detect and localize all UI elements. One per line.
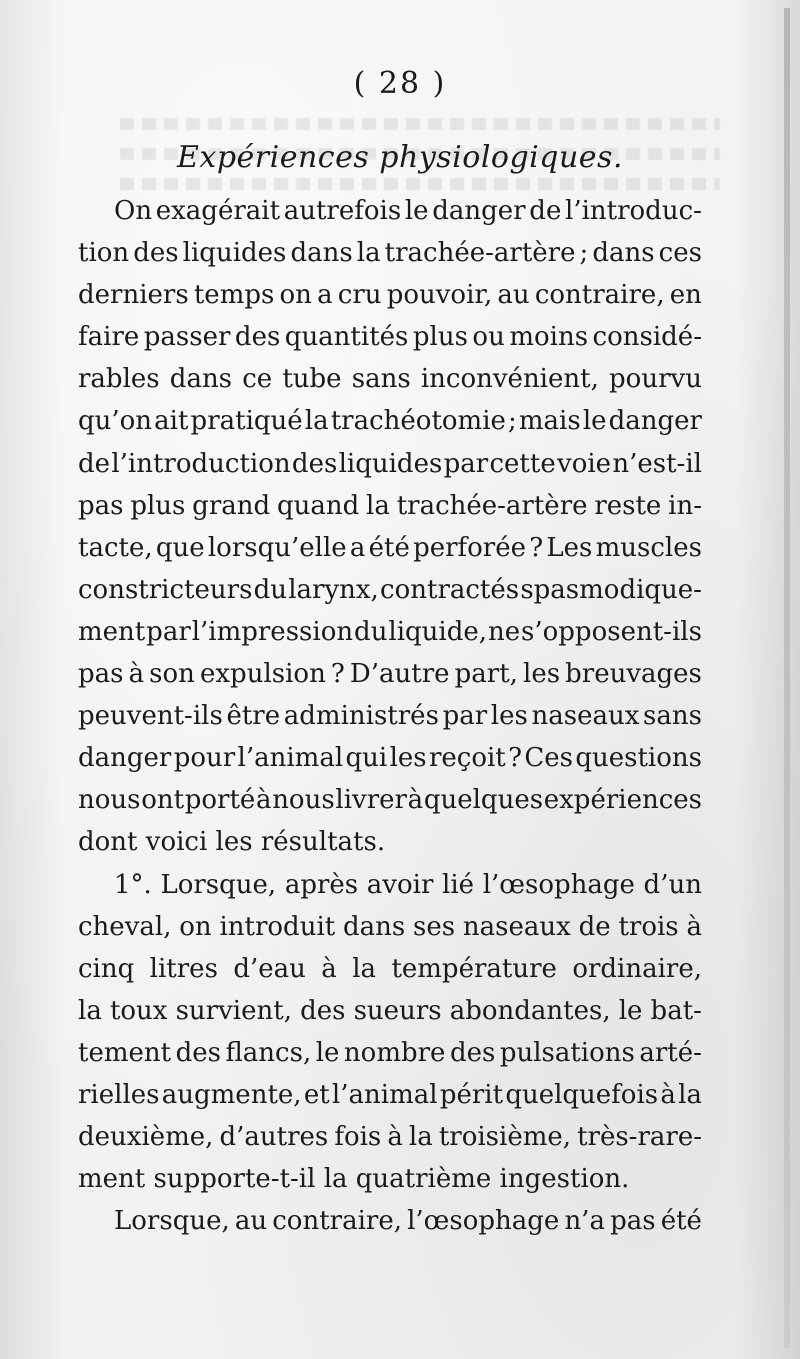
- text-line: de l’introduction des liquides par cette voie n’est-il: [78, 448, 702, 479]
- page-edge-shadow: [784, 8, 790, 1348]
- text-line: constricteurs du larynx, contractés spasmodique-: [78, 574, 702, 605]
- text-line: pas plus grand quand la trachée-artère reste in-: [78, 490, 702, 521]
- text-line: danger pour l’animal qui les reçoit ? Ces questions: [78, 743, 702, 774]
- page-number: ( 28 ): [353, 66, 447, 101]
- body-text: [78, 190, 702, 1242]
- text-line: cinq litres d’eau à la température ordinaire,: [78, 953, 702, 984]
- text-line: rables dans ce tube sans inconvénient, pourvu: [78, 364, 702, 395]
- text-line: pas à son expulsion ? D’autre part, les breuvages: [78, 659, 702, 690]
- text-line: tement des flancs, le nombre des pulsations arté-: [78, 1037, 702, 1068]
- text-line: ment supporte-t-il la quatrième ingestion.: [78, 1164, 630, 1195]
- text-line: faire passer des quantités plus ou moins considé-: [78, 322, 702, 353]
- text-line: tion des liquides dans la trachée-artère ; dans ces: [78, 238, 702, 269]
- text-line: On exagérait autrefois le danger de l’introduc-: [114, 196, 702, 226]
- text-line: ment par l’impression du liquide, ne s’opposent-ils: [78, 616, 702, 647]
- text-line: cheval, on introduit dans ses naseaux de trois à: [78, 911, 702, 942]
- text-line: nous ont porté à nous livrer à quelques expériences: [78, 785, 702, 816]
- text-line: tacte, que lorsqu’elle a été perforée ? Les muscles: [78, 532, 702, 563]
- text-line: peuvent-ils être administrés par les naseaux sans: [78, 701, 702, 732]
- text-line: derniers temps on a cru pouvoir, au contraire, en: [78, 280, 702, 311]
- section-heading: Expériences physiologiques.: [177, 140, 623, 175]
- text-line: 1°. Lorsque, après avoir lié l’œsophage d’un: [114, 869, 702, 900]
- text-line: qu’on ait pratiqué la trachéotomie ; mais le danger: [78, 406, 702, 437]
- text-line: dont voici les résultats.: [78, 827, 386, 858]
- text-line: Lorsque, au contraire, l’œsophage n’a pas été: [114, 1206, 702, 1237]
- text-line: rielles augmente, et l’animal périt quelquefois à la: [78, 1079, 702, 1110]
- text-line: deuxième, d’autres fois à la troisième, très-rare-: [78, 1122, 702, 1153]
- text-line: la toux survient, des sueurs abondantes, le bat-: [78, 995, 702, 1026]
